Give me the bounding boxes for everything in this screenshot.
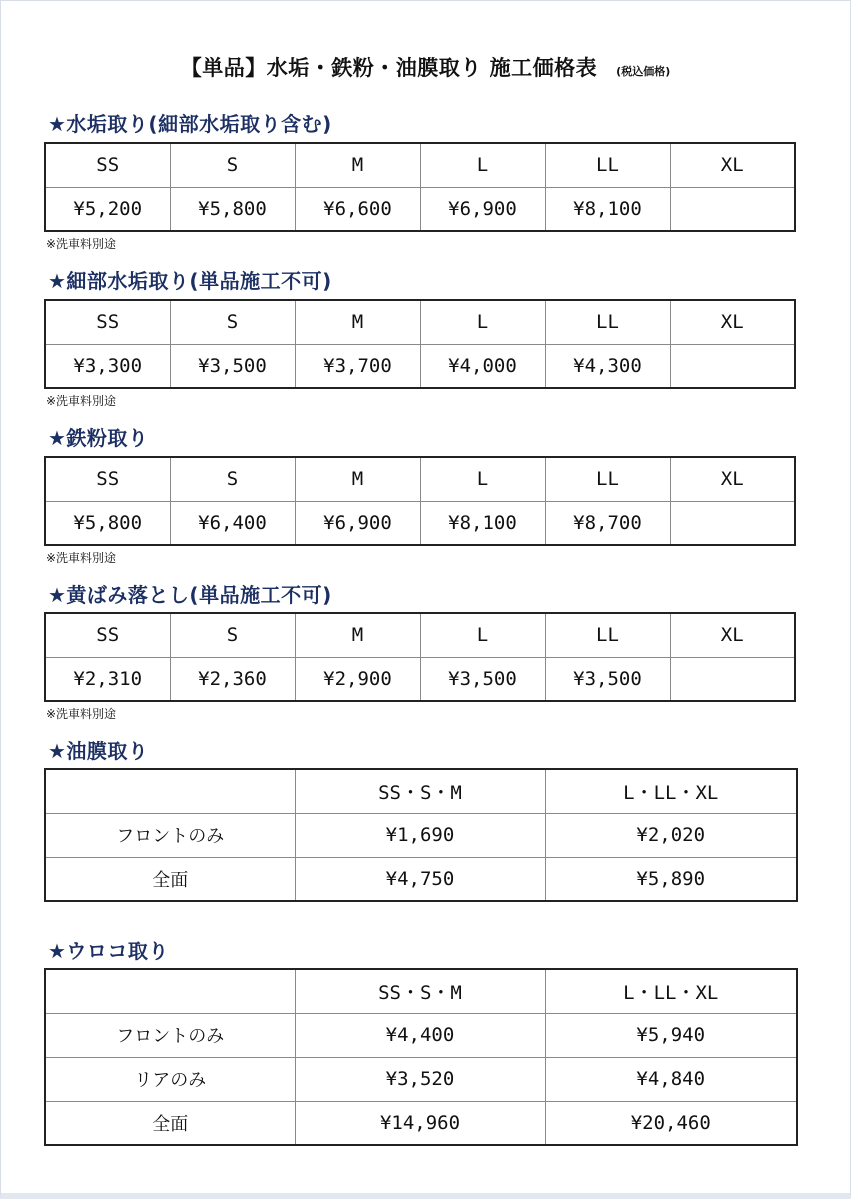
wash-fee-note: ※洗車料別途 (46, 551, 117, 565)
title-block (0, 52, 851, 82)
price-cell: ¥3,300 (45, 344, 170, 388)
price-cell: ¥6,900 (420, 187, 545, 231)
section-heading-yellowing: ★黄ばみ落とし(単品施工不可) (48, 583, 332, 607)
price-cell: ¥6,600 (295, 187, 420, 231)
size-header-ll: LL (545, 457, 670, 501)
size-header-m: M (295, 143, 420, 187)
size-header-ll: LL (545, 300, 670, 344)
price-cell: ¥2,360 (170, 657, 295, 701)
price-table-oil-film (44, 768, 798, 902)
price-cell (670, 501, 795, 545)
section-heading-scale-removal: ★ウロコ取り (48, 939, 169, 963)
price-table-water-stain (44, 142, 796, 232)
price-cell: ¥8,100 (545, 187, 670, 231)
price-cell: ¥1,690 (295, 813, 545, 857)
table-row (45, 969, 797, 1013)
size-header-s: S (170, 143, 295, 187)
size-header-xl: XL (670, 300, 795, 344)
price-cell: ¥3,700 (295, 344, 420, 388)
price-cell: ¥8,700 (545, 501, 670, 545)
table-row (45, 1057, 797, 1101)
table-row (45, 457, 795, 501)
table-row (45, 657, 795, 701)
price-cell: ¥2,310 (45, 657, 170, 701)
size-group-header-small: SS・S・M (295, 769, 545, 813)
price-cell: ¥2,020 (545, 813, 797, 857)
size-header-ss: SS (45, 457, 170, 501)
price-cell: ¥5,800 (45, 501, 170, 545)
corner-cell (45, 969, 295, 1013)
size-header-xl: XL (670, 143, 795, 187)
size-header-ss: SS (45, 300, 170, 344)
size-header-xl: XL (670, 457, 795, 501)
row-label: 全面 (45, 1101, 295, 1145)
row-label: フロントのみ (45, 1013, 295, 1057)
size-header-s: S (170, 457, 295, 501)
wash-fee-note: ※洗車料別途 (46, 394, 117, 408)
price-cell: ¥8,100 (420, 501, 545, 545)
section-heading-detail-stain: ★細部水垢取り(単品施工不可) (48, 269, 332, 293)
corner-cell (45, 769, 295, 813)
size-header-l: L (420, 143, 545, 187)
price-cell: ¥4,400 (295, 1013, 545, 1057)
price-cell: ¥5,200 (45, 187, 170, 231)
price-cell: ¥6,900 (295, 501, 420, 545)
size-header-ss: SS (45, 143, 170, 187)
size-header-ll: LL (545, 143, 670, 187)
table-row (45, 143, 795, 187)
tax-included-note: (税込価格) (616, 65, 671, 78)
table-row (45, 501, 795, 545)
table-row (45, 813, 797, 857)
wash-fee-note: ※洗車料別途 (46, 707, 117, 721)
price-cell: ¥3,520 (295, 1057, 545, 1101)
size-header-xl: XL (670, 613, 795, 657)
size-group-header-large: L・LL・XL (545, 769, 797, 813)
price-cell: ¥5,940 (545, 1013, 797, 1057)
table-row (45, 1101, 797, 1145)
section-heading-water-stain: ★水垢取り(細部水垢取り含む) (48, 112, 332, 136)
table-row (45, 857, 797, 901)
size-header-s: S (170, 613, 295, 657)
price-cell: ¥6,400 (170, 501, 295, 545)
size-header-s: S (170, 300, 295, 344)
table-row (45, 1013, 797, 1057)
table-row (45, 769, 797, 813)
row-label: リアのみ (45, 1057, 295, 1101)
table-row (45, 187, 795, 231)
price-cell: ¥14,960 (295, 1101, 545, 1145)
size-header-l: L (420, 457, 545, 501)
size-header-m: M (295, 300, 420, 344)
size-group-header-large: L・LL・XL (545, 969, 797, 1013)
price-table-scale-removal (44, 968, 798, 1146)
price-cell: ¥2,900 (295, 657, 420, 701)
price-cell: ¥3,500 (420, 657, 545, 701)
wash-fee-note: ※洗車料別途 (46, 237, 117, 251)
table-row (45, 613, 795, 657)
table-row (45, 300, 795, 344)
table-row (45, 344, 795, 388)
section-heading-iron-powder: ★鉄粉取り (48, 426, 149, 450)
size-header-m: M (295, 457, 420, 501)
page-title: 【単品】水垢・鉄粉・油膜取り 施工価格表 (180, 56, 598, 80)
price-cell: ¥4,840 (545, 1057, 797, 1101)
price-cell: ¥5,800 (170, 187, 295, 231)
row-label: フロントのみ (45, 813, 295, 857)
price-cell (670, 344, 795, 388)
size-header-m: M (295, 613, 420, 657)
price-table-detail-stain (44, 299, 796, 389)
price-cell (670, 187, 795, 231)
price-cell: ¥5,890 (545, 857, 797, 901)
price-cell: ¥3,500 (545, 657, 670, 701)
price-cell: ¥4,750 (295, 857, 545, 901)
row-label: 全面 (45, 857, 295, 901)
price-cell: ¥4,000 (420, 344, 545, 388)
size-header-ll: LL (545, 613, 670, 657)
price-cell: ¥20,460 (545, 1101, 797, 1145)
price-cell (670, 657, 795, 701)
section-heading-oil-film: ★油膜取り (48, 739, 149, 763)
price-table-iron-powder (44, 456, 796, 546)
size-group-header-small: SS・S・M (295, 969, 545, 1013)
size-header-l: L (420, 613, 545, 657)
price-cell: ¥4,300 (545, 344, 670, 388)
price-cell: ¥3,500 (170, 344, 295, 388)
size-header-l: L (420, 300, 545, 344)
price-table-yellowing (44, 612, 796, 702)
size-header-ss: SS (45, 613, 170, 657)
